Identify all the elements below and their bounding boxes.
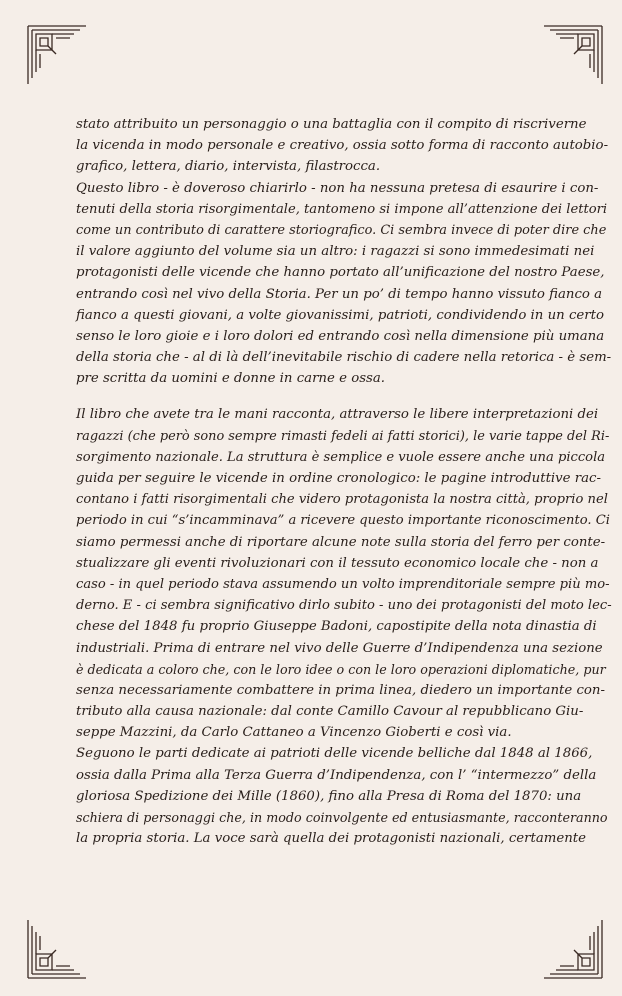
text-line: senso le loro gioie e i loro dolori ed entrando così nella dimensione più umana: [76, 328, 605, 344]
text-line: tributo alla causa nazionale: dal conte Camillo Cavour al repubblicano Giu-: [76, 704, 584, 720]
text-line: sorgimento nazionale. La struttura è semplice e vuole essere anche una piccola: [76, 449, 606, 465]
text-line: caso - in quel periodo stava assumendo un volto imprenditoriale sempre più mo-: [76, 576, 610, 592]
text-line: senza necessariamente combattere in prima linea, diedero un importante con-: [76, 682, 605, 698]
text-line: protagonisti delle vicende che hanno portato all’unificazione del nostro Paese,: [76, 265, 605, 281]
text-line: della storia che - al di là dell’inevitabile rischio di cadere nella retorica - è sem-: [76, 350, 612, 366]
text-line: grafico, lettera, diario, intervista, filastrocca.: [76, 159, 381, 175]
text-line: chese del 1848 fu proprio Giuseppe Badoni, capostipite della nota dinastia di: [76, 619, 597, 635]
paragraph: [76, 743, 612, 849]
text-line: ossia dalla Prima alla Terza Guerra d’Indipendenza, con l’ “intermezzo” della: [76, 767, 597, 783]
text-line: siamo permessi anche di riportare alcune note sulla storia del ferro per conte-: [76, 534, 606, 550]
text-line: schiera di personaggi che, in modo coinvolgente ed entusiasmante, racconteranno: [76, 810, 608, 825]
text-line: tenuti della storia risorgimentale, tantomeno si impone all’attenzione dei lettori: [76, 201, 608, 217]
text-line: entrando così nel vivo della Storia. Per un po’ di tempo hanno vissuto fianco a: [76, 286, 603, 302]
text-line: Il libro che avete tra le mani racconta, attraverso le libere interpretazioni dei: [76, 407, 599, 423]
paragraph-gap: [76, 389, 612, 404]
text-line: gloriosa Spedizione dei Mille (1860), fino alla Presa di Roma del 1870: una: [76, 788, 582, 804]
text-line: pre scritta da uomini e donne in carne e ossa.: [76, 371, 385, 387]
text-line: la propria storia. La voce sarà quella dei protagonisti nazionali, certamente: [76, 831, 587, 847]
text-line: derno. E - ci sembra significativo dirlo subito - uno dei protagonisti del moto lec-: [76, 598, 612, 614]
text-line: contano i fatti risorgimentali che videro protagonista la nostra città, proprio nel: [76, 492, 608, 508]
text-line: stato attribuito un personaggio o una battaglia con il compito di riscriverne: [76, 117, 587, 132]
text-line: come un contributo di carattere storiografico. Ci sembra invece di poter dire che: [76, 222, 607, 238]
text-line: il valore aggiunto del volume sia un altro: i ragazzi si sono immedesimati nei: [76, 244, 595, 260]
paragraph: [76, 404, 612, 743]
text-line: seppe Mazzini, da Carlo Cattaneo a Vincenzo Gioberti e così via.: [76, 725, 512, 741]
text-line: la vicenda in modo personale e creativo, ossia sotto forma di racconto autobio-: [76, 138, 609, 154]
corner-ornament-top-right: [540, 24, 604, 88]
text-line: periodo in cui “s’incamminava” a ricevere questo importante riconoscimento. Ci: [76, 513, 610, 529]
corner-ornament-bottom-left: [26, 916, 90, 980]
text-line: fianco a questi giovani, a volte giovanissimi, patrioti, condividendo in un certo: [76, 307, 604, 323]
corner-ornament-top-left: [26, 24, 90, 88]
paragraph: [76, 178, 612, 390]
text-line: è dedicata a coloro che, con le loro idee o con le loro operazioni diplomatiche, pur: [76, 661, 606, 677]
text-line: industriali. Prima di entrare nel vivo delle Guerre d’Indipendenza una sezione: [76, 640, 603, 656]
corner-ornament-bottom-right: [540, 916, 604, 980]
paragraph: [76, 114, 612, 178]
text-line: Questo libro - è doveroso chiarirlo - non ha nessuna pretesa di esaurire i con-: [76, 180, 599, 196]
text-line: ragazzi (che però sono sempre rimasti fedeli ai fatti storici), le varie tappe del Ri-: [76, 428, 610, 444]
text-line: guida per seguire le vicende in ordine cronologico: le pagine introduttive rac-: [76, 471, 601, 486]
body-text: [76, 114, 612, 849]
text-line: Seguono le parti dedicate ai patrioti delle vicende belliche dal 1848 al 1866,: [76, 746, 593, 762]
text-line: stualizzare gli eventi rivoluzionari con il tessuto economico locale che - non a: [76, 555, 599, 571]
